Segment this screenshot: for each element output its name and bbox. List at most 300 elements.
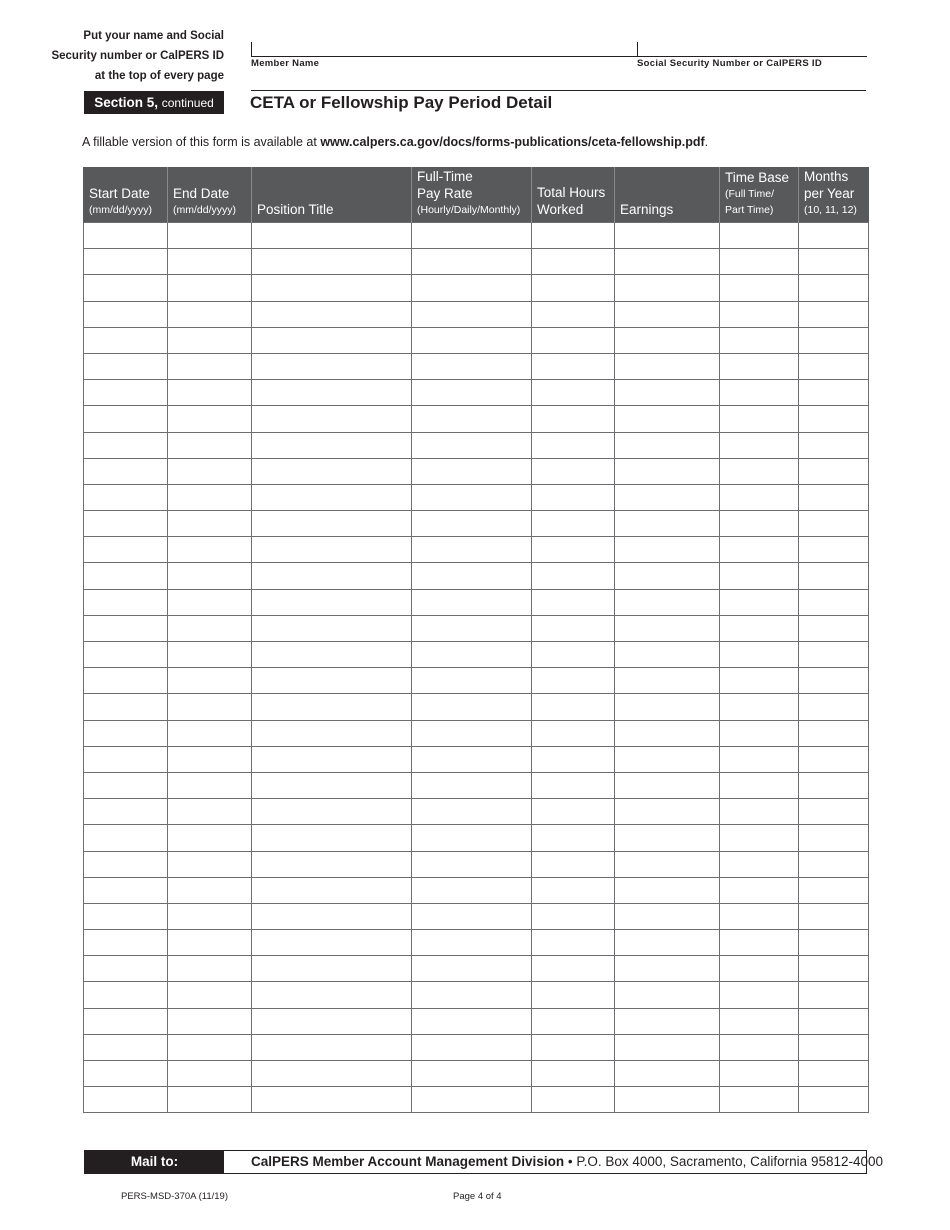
- table-row: [84, 825, 869, 851]
- table-cell[interactable]: [168, 223, 252, 249]
- mail-bullet: •: [564, 1154, 577, 1169]
- table-cell[interactable]: [615, 877, 720, 903]
- table-cell[interactable]: [252, 877, 412, 903]
- table-cell[interactable]: [252, 851, 412, 877]
- table-cell[interactable]: [168, 249, 252, 275]
- table-cell[interactable]: [84, 432, 168, 458]
- table-cell[interactable]: [412, 1008, 532, 1034]
- table-cell[interactable]: [720, 1087, 799, 1113]
- table-cell[interactable]: [84, 275, 168, 301]
- table-cell[interactable]: [615, 1008, 720, 1034]
- table-cell[interactable]: [720, 746, 799, 772]
- table-cell[interactable]: [615, 327, 720, 353]
- table-cell[interactable]: [252, 301, 412, 327]
- table-cell[interactable]: [532, 982, 615, 1008]
- table-cell[interactable]: [84, 615, 168, 641]
- table-cell[interactable]: [720, 982, 799, 1008]
- table-cell[interactable]: [799, 694, 869, 720]
- col-pay-rate: [412, 167, 532, 223]
- table-cell[interactable]: [615, 249, 720, 275]
- table-cell[interactable]: [720, 353, 799, 379]
- table-cell[interactable]: [799, 301, 869, 327]
- table-cell[interactable]: [252, 825, 412, 851]
- table-row: [84, 903, 869, 929]
- table-cell[interactable]: [412, 642, 532, 668]
- table-cell[interactable]: [532, 537, 615, 563]
- table-cell[interactable]: [84, 930, 168, 956]
- table-cell[interactable]: [252, 223, 412, 249]
- table-cell[interactable]: [412, 1087, 532, 1113]
- table-cell[interactable]: [532, 432, 615, 458]
- table-cell[interactable]: [720, 458, 799, 484]
- table-row: [84, 851, 869, 877]
- table-cell[interactable]: [799, 1087, 869, 1113]
- table-cell[interactable]: [84, 327, 168, 353]
- table-cell[interactable]: [252, 275, 412, 301]
- table-cell[interactable]: [412, 563, 532, 589]
- table-cell[interactable]: [84, 1034, 168, 1060]
- table-cell[interactable]: [168, 615, 252, 641]
- table-cell[interactable]: [412, 799, 532, 825]
- table-cell[interactable]: [720, 406, 799, 432]
- table-cell[interactable]: [532, 563, 615, 589]
- mail-division: CalPERS Member Account Management Division: [251, 1154, 565, 1169]
- table-cell[interactable]: [615, 1034, 720, 1060]
- table-cell[interactable]: [412, 877, 532, 903]
- table-cell[interactable]: [532, 903, 615, 929]
- table-cell[interactable]: [532, 825, 615, 851]
- table-cell[interactable]: [84, 1087, 168, 1113]
- table-cell[interactable]: [799, 720, 869, 746]
- col-subtitle: (Hourly/Daily/Monthly): [417, 204, 521, 216]
- table-cell[interactable]: [84, 484, 168, 510]
- table-cell[interactable]: [168, 275, 252, 301]
- table-cell[interactable]: [168, 825, 252, 851]
- table-cell[interactable]: [412, 668, 532, 694]
- table-cell[interactable]: [720, 720, 799, 746]
- table-cell[interactable]: [412, 982, 532, 1008]
- table-cell[interactable]: [532, 275, 615, 301]
- table-cell[interactable]: [615, 458, 720, 484]
- table-cell[interactable]: [615, 746, 720, 772]
- table-cell[interactable]: [532, 930, 615, 956]
- table-cell[interactable]: [799, 406, 869, 432]
- table-cell[interactable]: [84, 223, 168, 249]
- table-cell[interactable]: [168, 353, 252, 379]
- table-cell[interactable]: [532, 1061, 615, 1087]
- table-cell[interactable]: [412, 223, 532, 249]
- table-cell[interactable]: [412, 930, 532, 956]
- table-cell[interactable]: [252, 458, 412, 484]
- table-cell[interactable]: [412, 825, 532, 851]
- table-cell[interactable]: [720, 877, 799, 903]
- table-cell[interactable]: [168, 1061, 252, 1087]
- table-cell[interactable]: [720, 589, 799, 615]
- table-cell[interactable]: [799, 930, 869, 956]
- table-cell[interactable]: [799, 458, 869, 484]
- table-cell[interactable]: [720, 825, 799, 851]
- table-cell[interactable]: [532, 694, 615, 720]
- table-cell[interactable]: [84, 642, 168, 668]
- table-cell[interactable]: [615, 982, 720, 1008]
- table-cell[interactable]: [168, 1008, 252, 1034]
- table-cell[interactable]: [799, 799, 869, 825]
- table-cell[interactable]: [720, 511, 799, 537]
- table-cell[interactable]: [720, 615, 799, 641]
- table-cell[interactable]: [720, 642, 799, 668]
- table-cell[interactable]: [799, 275, 869, 301]
- table-cell[interactable]: [84, 956, 168, 982]
- table-cell[interactable]: [720, 1008, 799, 1034]
- table-cell[interactable]: [799, 223, 869, 249]
- table-cell[interactable]: [252, 642, 412, 668]
- table-cell[interactable]: [168, 589, 252, 615]
- table-cell[interactable]: [252, 327, 412, 353]
- ssn-field[interactable]: [637, 42, 867, 57]
- table-cell[interactable]: [720, 851, 799, 877]
- table-cell[interactable]: [84, 825, 168, 851]
- fillable-url[interactable]: www.calpers.ca.gov/docs/forms-publications/ceta-fellowship.pdf: [320, 135, 705, 149]
- table-cell[interactable]: [84, 772, 168, 798]
- col-subtitle: (10, 11, 12): [804, 204, 857, 216]
- table-cell[interactable]: [799, 484, 869, 510]
- table-cell[interactable]: [252, 746, 412, 772]
- table-cell[interactable]: [615, 956, 720, 982]
- table-cell[interactable]: [720, 563, 799, 589]
- table-cell[interactable]: [532, 484, 615, 510]
- table-cell[interactable]: [615, 668, 720, 694]
- table-cell[interactable]: [799, 903, 869, 929]
- table-cell[interactable]: [532, 458, 615, 484]
- table-cell[interactable]: [84, 851, 168, 877]
- table-cell[interactable]: [615, 642, 720, 668]
- table-cell[interactable]: [532, 380, 615, 406]
- table-cell[interactable]: [799, 825, 869, 851]
- table-cell[interactable]: [84, 668, 168, 694]
- table-cell[interactable]: [799, 511, 869, 537]
- table-cell[interactable]: [412, 615, 532, 641]
- table-cell[interactable]: [84, 563, 168, 589]
- table-cell[interactable]: [799, 615, 869, 641]
- table-cell[interactable]: [84, 406, 168, 432]
- table-cell[interactable]: [720, 327, 799, 353]
- table-cell[interactable]: [252, 772, 412, 798]
- table-cell[interactable]: [799, 380, 869, 406]
- table-cell[interactable]: [252, 380, 412, 406]
- table-cell[interactable]: [799, 956, 869, 982]
- table-cell[interactable]: [84, 589, 168, 615]
- table-cell[interactable]: [615, 1087, 720, 1113]
- table-cell[interactable]: [412, 511, 532, 537]
- table-cell[interactable]: [720, 694, 799, 720]
- table-cell[interactable]: [412, 327, 532, 353]
- table-cell[interactable]: [168, 694, 252, 720]
- table-cell[interactable]: [252, 720, 412, 746]
- table-cell[interactable]: [720, 1034, 799, 1060]
- table-cell[interactable]: [168, 301, 252, 327]
- table-cell[interactable]: [168, 432, 252, 458]
- table-cell[interactable]: [412, 1061, 532, 1087]
- table-cell[interactable]: [412, 589, 532, 615]
- table-cell[interactable]: [799, 772, 869, 798]
- table-cell[interactable]: [84, 1061, 168, 1087]
- table-cell[interactable]: [412, 275, 532, 301]
- table-cell[interactable]: [799, 353, 869, 379]
- table-cell[interactable]: [168, 406, 252, 432]
- table-cell[interactable]: [532, 249, 615, 275]
- table-cell[interactable]: [412, 851, 532, 877]
- table-cell[interactable]: [412, 353, 532, 379]
- table-cell[interactable]: [720, 380, 799, 406]
- table-cell[interactable]: [168, 772, 252, 798]
- table-cell[interactable]: [532, 799, 615, 825]
- table-cell[interactable]: [252, 615, 412, 641]
- table-cell[interactable]: [799, 563, 869, 589]
- table-cell[interactable]: [532, 589, 615, 615]
- table-cell[interactable]: [799, 668, 869, 694]
- table-cell[interactable]: [252, 432, 412, 458]
- table-cell[interactable]: [532, 851, 615, 877]
- table-cell[interactable]: [412, 903, 532, 929]
- table-cell[interactable]: [532, 1087, 615, 1113]
- table-cell[interactable]: [799, 537, 869, 563]
- table-cell[interactable]: [720, 1061, 799, 1087]
- table-cell[interactable]: [720, 799, 799, 825]
- table-row: [84, 1061, 869, 1087]
- table-cell[interactable]: [168, 956, 252, 982]
- table-cell[interactable]: [168, 380, 252, 406]
- table-cell[interactable]: [799, 589, 869, 615]
- table-cell[interactable]: [84, 746, 168, 772]
- table-cell[interactable]: [720, 668, 799, 694]
- table-cell[interactable]: [168, 458, 252, 484]
- table-cell[interactable]: [615, 537, 720, 563]
- table-cell[interactable]: [799, 642, 869, 668]
- table-cell[interactable]: [252, 930, 412, 956]
- table-cell[interactable]: [412, 458, 532, 484]
- table-cell[interactable]: [252, 511, 412, 537]
- table-cell[interactable]: [84, 903, 168, 929]
- table-cell[interactable]: [252, 249, 412, 275]
- table-cell[interactable]: [168, 799, 252, 825]
- table-cell[interactable]: [84, 380, 168, 406]
- table-cell[interactable]: [799, 1061, 869, 1087]
- table-cell[interactable]: [532, 1008, 615, 1034]
- table-cell[interactable]: [84, 511, 168, 537]
- table-cell[interactable]: [84, 720, 168, 746]
- table-cell[interactable]: [615, 903, 720, 929]
- form-id: PERS-MSD-370A (11/19): [121, 1191, 229, 1202]
- table-cell[interactable]: [615, 1061, 720, 1087]
- table-cell[interactable]: [412, 772, 532, 798]
- table-cell[interactable]: [84, 301, 168, 327]
- table-cell[interactable]: [412, 301, 532, 327]
- table-cell[interactable]: [799, 327, 869, 353]
- table-cell[interactable]: [799, 249, 869, 275]
- table-cell[interactable]: [615, 772, 720, 798]
- member-name-field[interactable]: [251, 42, 638, 57]
- table-cell[interactable]: [168, 1087, 252, 1113]
- table-cell[interactable]: [168, 642, 252, 668]
- table-cell[interactable]: [168, 851, 252, 877]
- table-cell[interactable]: [412, 432, 532, 458]
- table-cell[interactable]: [168, 930, 252, 956]
- table-cell[interactable]: [615, 275, 720, 301]
- table-cell[interactable]: [252, 1008, 412, 1034]
- table-cell[interactable]: [252, 1087, 412, 1113]
- table-cell[interactable]: [412, 1034, 532, 1060]
- table-cell[interactable]: [84, 353, 168, 379]
- table-cell[interactable]: [615, 615, 720, 641]
- table-cell[interactable]: [615, 511, 720, 537]
- table-cell[interactable]: [168, 327, 252, 353]
- col-subtitle: (Full Time/ Part Time): [725, 188, 775, 216]
- table-cell[interactable]: [412, 746, 532, 772]
- table-cell[interactable]: [799, 1008, 869, 1034]
- table-cell[interactable]: [532, 327, 615, 353]
- table-cell[interactable]: [532, 720, 615, 746]
- table-cell[interactable]: [615, 851, 720, 877]
- table-cell[interactable]: [532, 301, 615, 327]
- table-cell[interactable]: [84, 694, 168, 720]
- table-cell[interactable]: [168, 563, 252, 589]
- table-cell[interactable]: [252, 799, 412, 825]
- table-cell[interactable]: [252, 537, 412, 563]
- instruction-line: Security number or CalPERS ID: [51, 50, 224, 62]
- table-cell[interactable]: [720, 275, 799, 301]
- table-cell[interactable]: [252, 589, 412, 615]
- table-cell[interactable]: [168, 720, 252, 746]
- table-cell[interactable]: [615, 353, 720, 379]
- table-row: [84, 406, 869, 432]
- table-cell[interactable]: [615, 825, 720, 851]
- table-cell[interactable]: [532, 406, 615, 432]
- table-cell[interactable]: [799, 851, 869, 877]
- table-cell[interactable]: [168, 668, 252, 694]
- table-cell[interactable]: [168, 1034, 252, 1060]
- table-cell[interactable]: [615, 432, 720, 458]
- table-cell[interactable]: [799, 746, 869, 772]
- table-cell[interactable]: [532, 1034, 615, 1060]
- table-cell[interactable]: [168, 982, 252, 1008]
- table-cell[interactable]: [532, 353, 615, 379]
- table-cell[interactable]: [168, 877, 252, 903]
- table-cell[interactable]: [412, 249, 532, 275]
- table-cell[interactable]: [799, 1034, 869, 1060]
- table-cell[interactable]: [532, 668, 615, 694]
- table-cell[interactable]: [615, 380, 720, 406]
- table-cell[interactable]: [168, 746, 252, 772]
- table-cell[interactable]: [720, 249, 799, 275]
- table-cell[interactable]: [84, 799, 168, 825]
- table-cell[interactable]: [412, 720, 532, 746]
- table-cell[interactable]: [615, 694, 720, 720]
- table-cell[interactable]: [412, 380, 532, 406]
- col-title: per Year: [804, 186, 855, 201]
- table-cell[interactable]: [720, 537, 799, 563]
- table-row: [84, 615, 869, 641]
- table-cell[interactable]: [84, 537, 168, 563]
- table-cell[interactable]: [799, 432, 869, 458]
- table-cell[interactable]: [252, 484, 412, 510]
- table-cell[interactable]: [252, 694, 412, 720]
- table-cell[interactable]: [615, 484, 720, 510]
- table-cell[interactable]: [720, 432, 799, 458]
- table-cell[interactable]: [252, 668, 412, 694]
- col-title: Earnings: [620, 202, 674, 217]
- table-cell[interactable]: [799, 982, 869, 1008]
- table-row: [84, 563, 869, 589]
- table-row: [84, 720, 869, 746]
- table-cell[interactable]: [252, 1034, 412, 1060]
- table-cell[interactable]: [720, 223, 799, 249]
- table-cell[interactable]: [532, 511, 615, 537]
- table-cell[interactable]: [412, 956, 532, 982]
- table-cell[interactable]: [615, 563, 720, 589]
- table-cell[interactable]: [252, 956, 412, 982]
- table-cell[interactable]: [720, 930, 799, 956]
- table-cell[interactable]: [412, 537, 532, 563]
- mail-to-label: Mail to:: [85, 1151, 224, 1173]
- fillable-note-prefix: A fillable version of this form is available at: [82, 135, 321, 149]
- table-cell[interactable]: [412, 694, 532, 720]
- table-cell[interactable]: [720, 772, 799, 798]
- col-title: Time Base: [725, 170, 790, 185]
- table-cell[interactable]: [799, 877, 869, 903]
- table-cell[interactable]: [252, 353, 412, 379]
- table-cell[interactable]: [615, 406, 720, 432]
- table-cell[interactable]: [720, 903, 799, 929]
- table-cell[interactable]: [412, 406, 532, 432]
- table-cell[interactable]: [720, 301, 799, 327]
- table-cell[interactable]: [84, 1008, 168, 1034]
- table-cell[interactable]: [84, 249, 168, 275]
- table-row: [84, 1087, 869, 1113]
- table-cell[interactable]: [615, 720, 720, 746]
- col-total-hours: [532, 167, 615, 223]
- table-cell[interactable]: [252, 982, 412, 1008]
- table-cell[interactable]: [532, 877, 615, 903]
- table-cell[interactable]: [532, 772, 615, 798]
- table-cell[interactable]: [84, 877, 168, 903]
- section-tag: [84, 91, 224, 114]
- table-cell[interactable]: [532, 746, 615, 772]
- table-cell[interactable]: [168, 484, 252, 510]
- table-cell[interactable]: [532, 956, 615, 982]
- mail-to-box: [84, 1150, 884, 1174]
- table-cell[interactable]: [615, 301, 720, 327]
- table-cell[interactable]: [615, 589, 720, 615]
- table-cell[interactable]: [615, 223, 720, 249]
- table-cell[interactable]: [168, 537, 252, 563]
- table-cell[interactable]: [532, 615, 615, 641]
- table-cell[interactable]: [168, 511, 252, 537]
- table-cell[interactable]: [532, 642, 615, 668]
- table-cell[interactable]: [615, 930, 720, 956]
- table-cell[interactable]: [720, 956, 799, 982]
- table-cell[interactable]: [84, 982, 168, 1008]
- table-cell[interactable]: [412, 484, 532, 510]
- table-cell[interactable]: [84, 458, 168, 484]
- table-cell[interactable]: [168, 903, 252, 929]
- table-cell[interactable]: [720, 484, 799, 510]
- table-cell[interactable]: [252, 406, 412, 432]
- table-cell[interactable]: [615, 799, 720, 825]
- table-cell[interactable]: [252, 903, 412, 929]
- table-cell[interactable]: [252, 1061, 412, 1087]
- table-cell[interactable]: [252, 563, 412, 589]
- table-cell[interactable]: [532, 223, 615, 249]
